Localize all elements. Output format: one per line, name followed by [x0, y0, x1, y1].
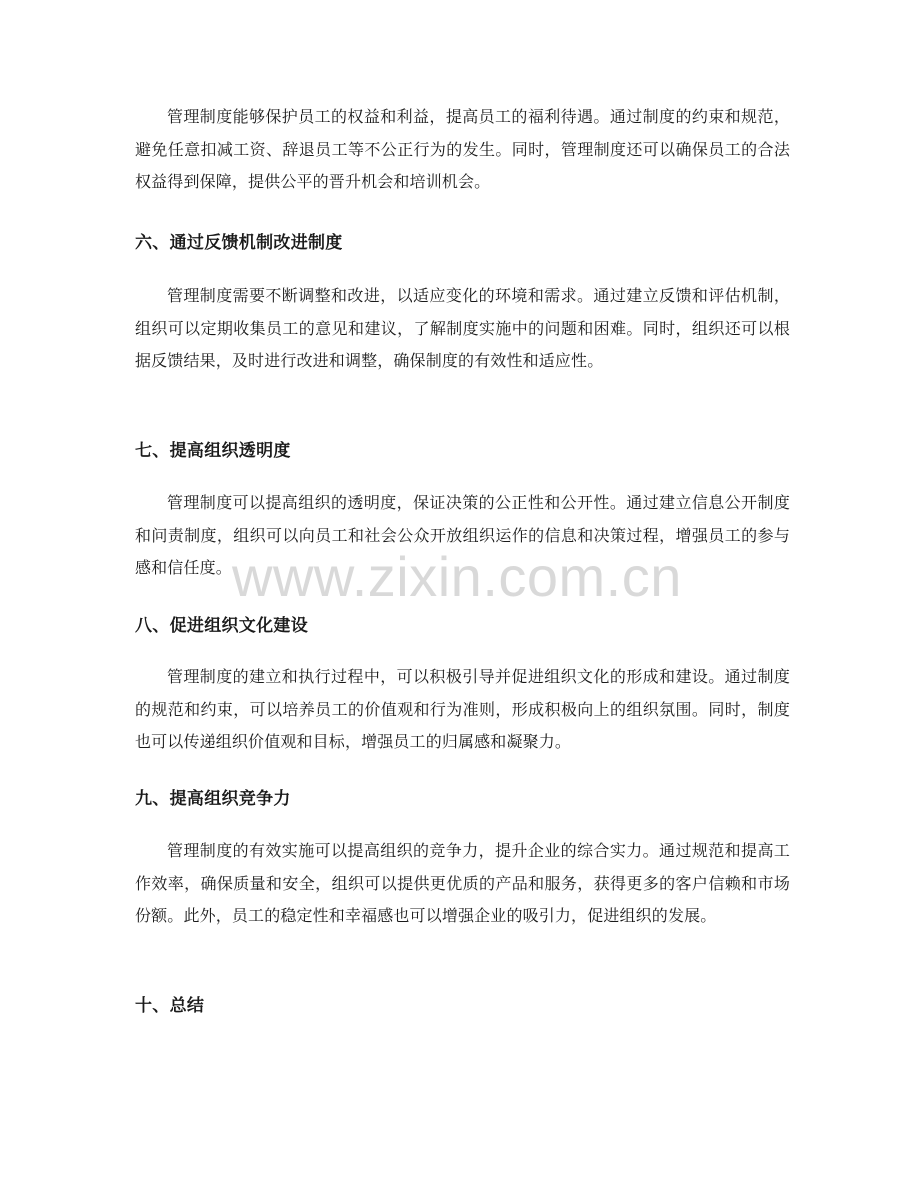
heading-section-8: 八、促进组织文化建设 [135, 616, 308, 636]
heading-section-9: 九、提高组织竞争力 [135, 789, 291, 809]
paragraph-section-6: 管理制度需要不断调整和改进，以适应变化的环境和需求。通过建立反馈和评估机制，组织可以定期收集员工的意见和建议，了解制度实施中的问题和困难。同时，组织还可以根据反馈结果，及时进行改进和调整，确保制度的有效性和适应性。 [135, 286, 790, 370]
paragraph-section-7: 管理制度可以提高组织的透明度，保证决策的公正性和公开性。通过建立信息公开制度和问责制度，组织可以向员工和社会公众开放组织运作的信息和决策过程，增强员工的参与感和信任度。 [135, 493, 790, 577]
paragraph-section-9: 管理制度的有效实施可以提高组织的竞争力，提升企业的综合实力。通过规范和提高工作效率，确保质量和安全，组织可以提供更优质的产品和服务，获得更多的客户信赖和市场份额。此外，员工的稳定性和幸福感也可以增强企业的吸引力，促进组织的发展。 [135, 841, 790, 925]
watermark-text: www.zixin.com.cn [232, 545, 682, 608]
heading-section-6: 六、通过反馈机制改进制度 [135, 233, 343, 253]
paragraph-section-8: 管理制度的建立和执行过程中，可以积极引导并促进组织文化的形成和建设。通过制度的规范和约束，可以培养员工的价值观和行为准则，形成积极向上的组织氛围。同时，制度也可以传递组织价值观和目标，增强员工的归属感和凝聚力。 [135, 667, 790, 751]
heading-section-7: 七、提高组织透明度 [135, 441, 291, 461]
paragraph-employee-rights: 管理制度能够保护员工的权益和利益，提高员工的福利待遇。通过制度的约束和规范，避免任意扣减工资、辞退员工等不公正行为的发生。同时，管理制度还可以确保员工的合法权益得到保障，提供公平的晋升机会和培训机会。 [135, 107, 790, 191]
heading-section-10: 十、总结 [135, 996, 205, 1016]
